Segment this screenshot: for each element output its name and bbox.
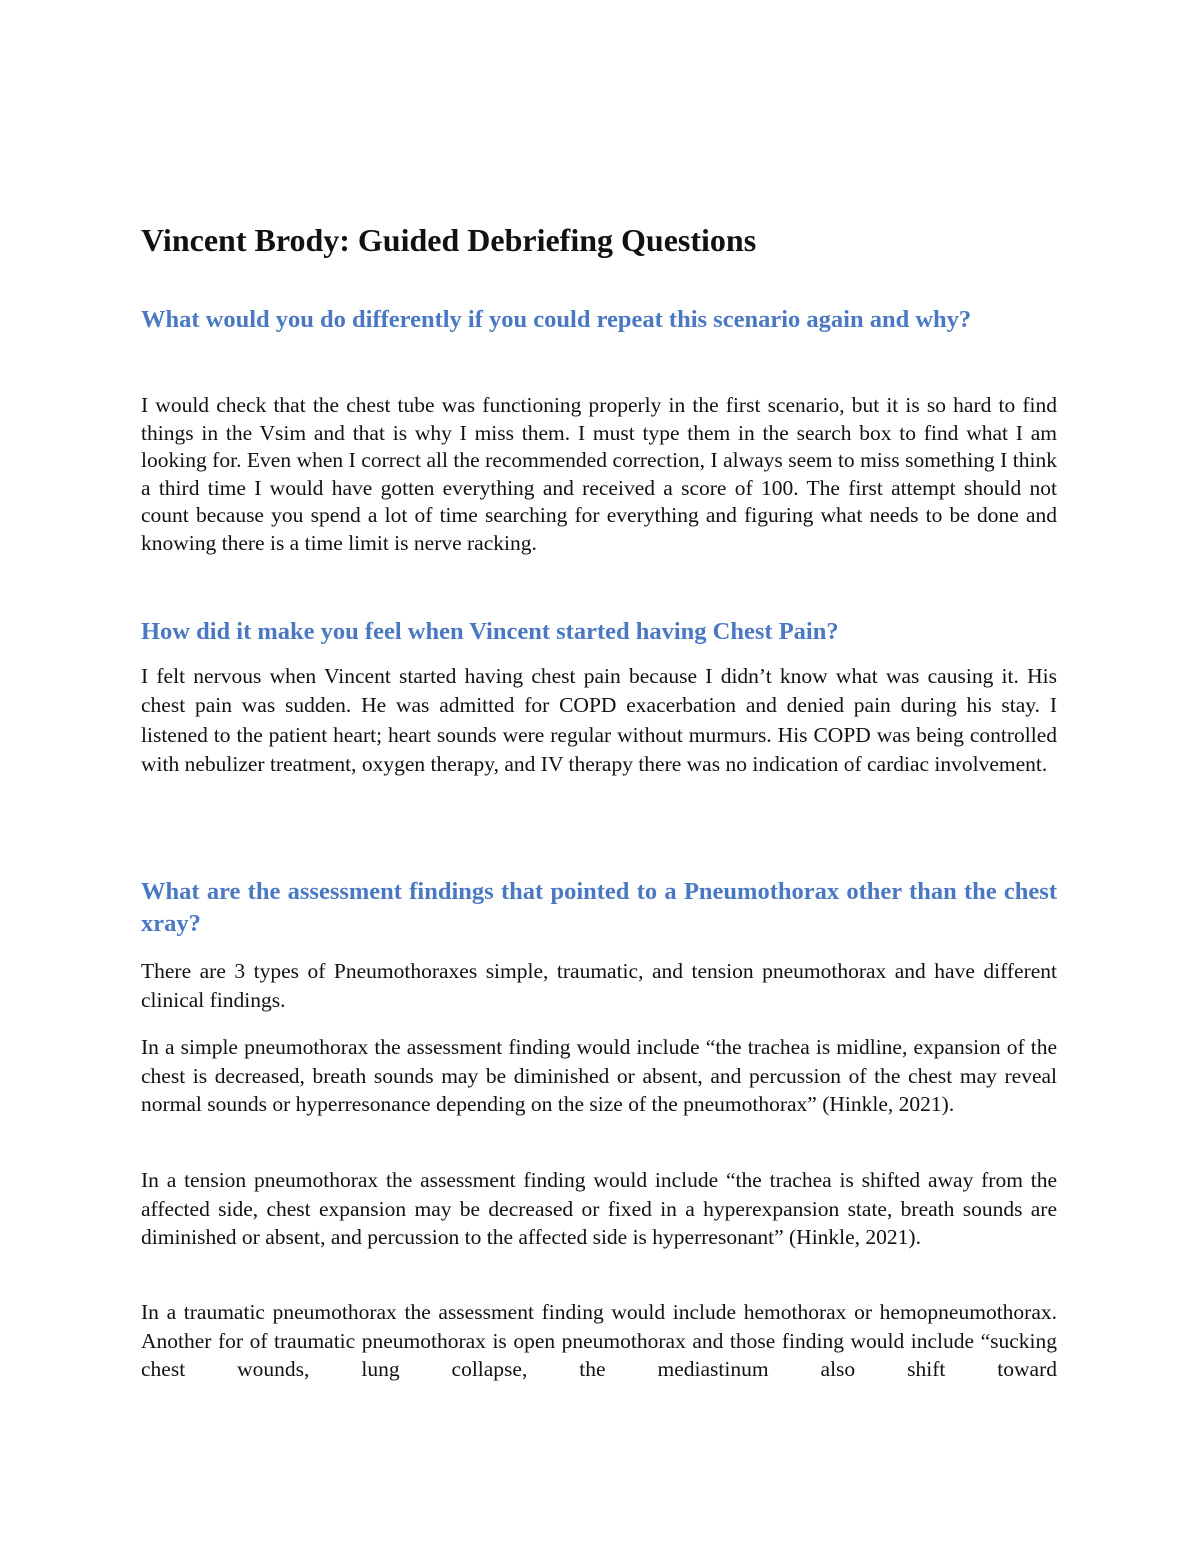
question-heading-1: What would you do differently if you could repeat this scenario again and why? — [141, 306, 972, 333]
answer-paragraph-3: There are 3 types of Pneumothoraxes simple, traumatic, and tension pneumothorax and have different clinical findings. — [141, 959, 1057, 1012]
document-title: Vincent Brody: Guided Debriefing Questions — [141, 222, 757, 258]
question-heading-3: What are the assessment findings that pointed to a Pneumothorax other than the chest xray? — [141, 878, 1057, 937]
answer-paragraph-6: In a traumatic pneumothorax the assessment finding would include hemothorax or hemopneumothorax. Another for of traumatic pneumothorax is open pneumothorax and those finding would include “sucking chest wounds, lung collapse, the mediastinum also shift toward — [141, 1300, 1057, 1382]
question-heading-2: How did it make you feel when Vincent started having Chest Pain? — [141, 618, 839, 645]
answer-paragraph-5: In a tension pneumothorax the assessment finding would include “the trachea is shifted away from the affected side, chest expansion may be decreased or fixed in a hyperexpansion state, breath sounds are diminished or absent, and percussion to the affected side is hyperresonant” (Hinkle, 2021). — [141, 1168, 1057, 1250]
answer-paragraph-4: In a simple pneumothorax the assessment finding would include “the trachea is midline, expansion of the chest is decreased, breath sounds may be diminished or absent, and percussion of the chest may reveal normal sounds or hyperresonance depending on the size of the pneumothorax” (Hinkle, 2021). — [141, 1035, 1057, 1117]
answer-paragraph-1: I would check that the chest tube was functioning properly in the first scenario, but it is so hard to find things in the Vsim and that is why I miss them. I must type them in the search box to find what I am looking for. Even when I correct all the recommended correction, I always seem to miss something I think a third time I would have gotten everything and received a score of 100. The first attempt should not count because you spend a lot of time searching for everything and figuring what needs to be done and knowing there is a time limit is nerve racking. — [141, 393, 1057, 555]
answer-paragraph-2: I felt nervous when Vincent started having chest pain because I didn’t know what was causing it. His chest pain was sudden. He was admitted for COPD exacerbation and denied pain during his stay. I listened to the patient heart; heart sounds were regular without murmurs. His COPD was being controlled with nebulizer treatment, oxygen therapy, and IV therapy there was no indication of cardiac involvement. — [141, 664, 1057, 777]
